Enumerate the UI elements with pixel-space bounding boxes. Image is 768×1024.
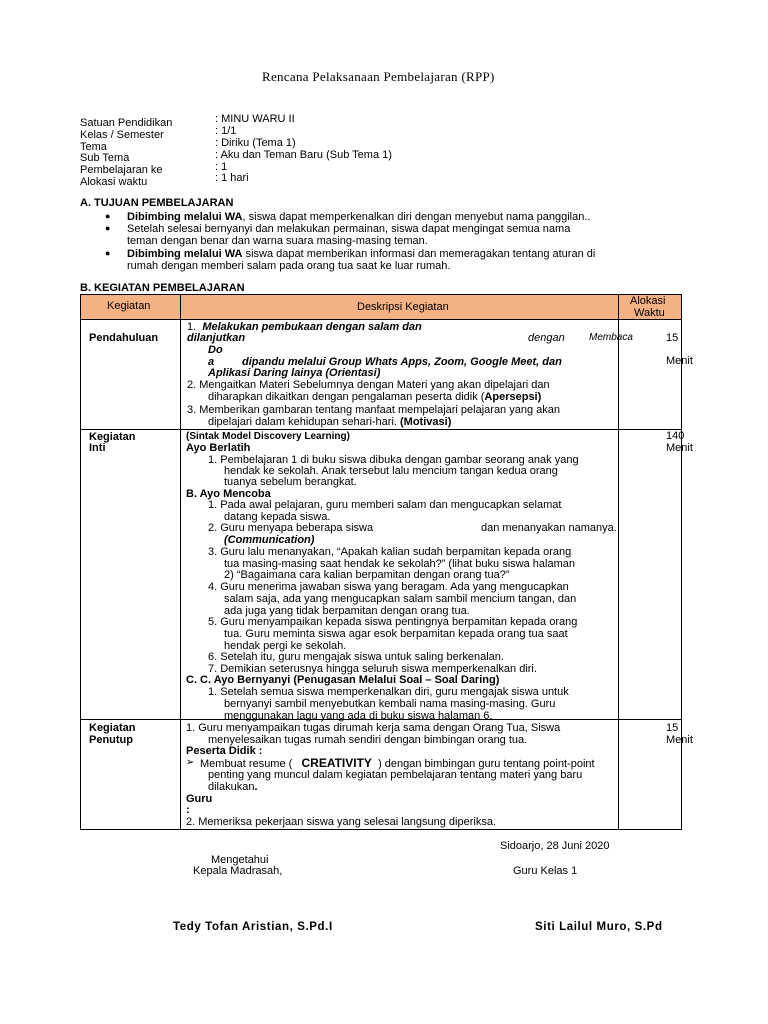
activity-line: diharapkan dikaitkan dengan pengalaman peserta didik (Apersepsi)	[208, 391, 542, 403]
subheading: Ayo Berlatih	[186, 442, 251, 454]
identity-value: : 1	[215, 161, 228, 173]
row-time: 140	[666, 430, 685, 442]
signature-right: Siti Lailul Muro, S.Pd	[535, 921, 663, 933]
bullet-icon: ●	[105, 223, 111, 233]
row-time: 15	[666, 332, 679, 344]
activity-line: 1. Setelah semua siswa memperkenalkan diri, guru mengajak siswa untuk	[208, 686, 569, 698]
header-deskripsi: Deskripsi Kegiatan	[357, 301, 449, 313]
activity-line: 6. Setelah itu, guru mengajak siswa untuk saling berkenalan.	[208, 651, 504, 663]
identity-label: Alokasi waktu	[80, 176, 148, 188]
subheading: B. Ayo Mencoba	[186, 488, 271, 500]
identity-label: Kelas / Semester	[80, 129, 164, 141]
identity-value: : 1/1	[215, 125, 237, 137]
row-time-unit: Menit	[666, 734, 693, 746]
header-waktu: Waktu	[634, 307, 665, 319]
header-alokasi: Alokasi	[630, 295, 666, 307]
section-a-heading: A. TUJUAN PEMBELAJARAN	[80, 197, 234, 209]
activity-line: salam saja, ada yang mengucapkan salam sambil mencium tangan, dan	[224, 593, 577, 605]
activity-line: 1. Pembelajaran 1 di buku siswa dibuka dengan gambar seorang anak yang	[208, 454, 579, 466]
row-time-unit: Menit	[666, 355, 693, 367]
activity-line: datang kepada siswa.	[224, 511, 331, 523]
mengetahui-label: Mengetahui	[211, 854, 269, 866]
subheading: C. C. Ayo Bernyanyi (Penugasan Melalui Soal – Soal Daring)	[186, 674, 500, 686]
document-title: Rencana Pelaksanaan Pembelajaran (RPP)	[262, 69, 495, 84]
activity-line: dipelajari dalam kehidupan sehari-hari. (Motivasi)	[208, 416, 452, 428]
activity-line: Membuat resume ( CREATIVITY ) dengan bimbingan guru tentang point-point	[200, 756, 595, 770]
activity-line: ada juga yang tidak berpamitan dengan orang tua.	[224, 605, 470, 617]
goal-item: Dibimbing melalui WA, siswa dapat memperkenalkan diri dengan menyebut nama panggilan..	[127, 211, 591, 223]
section-b-heading: B. KEGIATAN PEMBELAJARAN	[80, 282, 245, 294]
arrow-icon: ➢	[186, 757, 195, 768]
activity-line: dilanjutkan	[187, 332, 246, 344]
activity-line: 2. Guru menyapa beberapa siswa	[208, 522, 374, 534]
table-border	[80, 294, 81, 830]
activity-line: tua. Guru meminta siswa agar esok berpamitan kepada orang tua saat	[224, 628, 568, 640]
row-time-unit: Menit	[666, 442, 693, 454]
row-time: 15	[666, 722, 679, 734]
activity-line: hendak ke sekolah. Anak tersebut lalu mencium tangan kedua orang	[224, 465, 558, 477]
table-border	[80, 294, 682, 295]
activity-line: dan menanyakan namanya.	[481, 522, 617, 534]
activity-line: tua masing-masing saat hendak ke sekolah?” (lihat buku siswa halaman	[224, 558, 575, 570]
activity-line: penting yang muncul dalam kegiatan pembelajaran tentang materi yang baru	[208, 769, 583, 781]
subheading: Peserta Didik :	[186, 745, 263, 757]
identity-label: Tema	[80, 141, 107, 153]
activity-line: 1. Melakukan pembukaan dengan salam dan	[187, 321, 422, 333]
identity-label: Pembelajaran ke	[80, 164, 163, 176]
goal-item-cont: teman dengan benar dan warna suara masing-masing teman.	[127, 235, 428, 247]
identity-label: Satuan Pendidikan	[80, 117, 173, 129]
row-label-penutup: Kegiatan	[89, 722, 136, 734]
table-border	[80, 319, 682, 320]
place-date: Sidoarjo, 28 Juni 2020	[500, 840, 610, 852]
subheading: Guru	[186, 793, 213, 805]
identity-value: : 1 hari	[215, 172, 249, 184]
activity-line: 5. Guru menyampaikan kepada siswa pentingnya berpamitan kepada orang	[208, 616, 578, 628]
guru-kelas-label: Guru Kelas 1	[513, 865, 578, 877]
table-border	[618, 294, 619, 830]
activity-line: 1. Pada awal pelajaran, guru memberi salam dan mengucapkan selamat	[208, 499, 562, 511]
activity-line: dipandu melalui Group Whats Apps, Zoom, Google Meet, dan	[242, 356, 562, 368]
activity-line: 3. Guru lalu menanyakan, “Apakah kalian sudah berpamitan kepada orang	[208, 546, 572, 558]
identity-value: : Diriku (Tema 1)	[215, 137, 296, 149]
activity-line: (Communication)	[224, 534, 315, 546]
activity-line: Aplikasi Daring lainya (Orientasi)	[208, 367, 381, 379]
row-label-inti: Kegiatan	[89, 431, 136, 443]
row-label-penutup: Penutup	[89, 734, 133, 746]
activity-line: 2. Memeriksa pekerjaan siswa yang selesai langsung diperiksa.	[186, 816, 496, 828]
table-border	[80, 429, 682, 430]
activity-line: Do	[208, 344, 223, 356]
goal-item-cont: rumah dengan memberi salam pada orang tua saat ke luar rumah.	[127, 260, 451, 272]
activity-line: dilakukan.	[208, 781, 258, 793]
activity-line: 2) “Bagaimana cara kalian berpamitan dengan orang tua?”	[224, 569, 510, 581]
goal-item: Dibimbing melalui WA siswa dapat memberikan informasi dan memeragakan tentang aturan di	[127, 248, 596, 260]
activity-line: Membaca	[589, 332, 633, 343]
activity-line: (Sintak Model Discovery Learning)	[186, 431, 350, 442]
activity-line: 4. Guru menerima jawaban siswa yang beragam. Ada yang mengucapkan	[208, 581, 569, 593]
activity-line: a	[208, 356, 215, 368]
activity-line: menggunakan lagu yang ada di buku siswa halaman 6.	[224, 710, 493, 722]
activity-line: tuanya sebelum berangkat.	[224, 476, 357, 488]
colon-mark: :	[186, 804, 190, 816]
table-border	[80, 829, 682, 830]
identity-label: Sub Tema	[80, 152, 130, 164]
kepala-label: Kepala Madrasah,	[193, 865, 283, 877]
header-kegiatan: Kegiatan	[107, 300, 151, 312]
activity-line: menyelesaikan tugas rumah sendiri dengan bimbingan orang tua.	[208, 734, 528, 746]
table-border	[180, 294, 181, 830]
activity-line: dengan	[528, 332, 565, 344]
bullet-icon: ●	[105, 248, 111, 258]
activity-line: 1. Guru menyampaikan tugas dirumah kerja sama dengan Orang Tua, Siswa	[186, 722, 561, 734]
identity-value: : Aku dan Teman Baru (Sub Tema 1)	[215, 149, 392, 161]
row-label-pendahuluan: Pendahuluan	[89, 332, 159, 344]
activity-line: bernyanyi sambil menyebutkan kembali nama masing-masing. Guru	[224, 698, 556, 710]
row-label-inti: Inti	[89, 442, 106, 454]
table-border	[681, 294, 682, 830]
identity-value: : MINU WARU II	[215, 113, 295, 125]
activity-line: 3. Memberikan gambaran tentang manfaat mempelajari pelajaran yang akan	[187, 404, 560, 416]
activity-line: 2. Mengaitkan Materi Sebelumnya dengan Materi yang akan dipelajari dan	[187, 379, 550, 391]
goal-item: Setelah selesai bernyanyi dan melakukan permainan, siswa dapat mengingat semua nama	[127, 223, 571, 235]
activity-line: hendak pergi ke sekolah.	[224, 640, 347, 652]
signature-left: Tedy Tofan Aristian, S.Pd.I	[173, 921, 333, 933]
activity-line: 7. Demikian seterusnya hingga seluruh siswa memperkenalkan diri.	[208, 663, 537, 675]
bullet-icon: ●	[105, 211, 111, 221]
